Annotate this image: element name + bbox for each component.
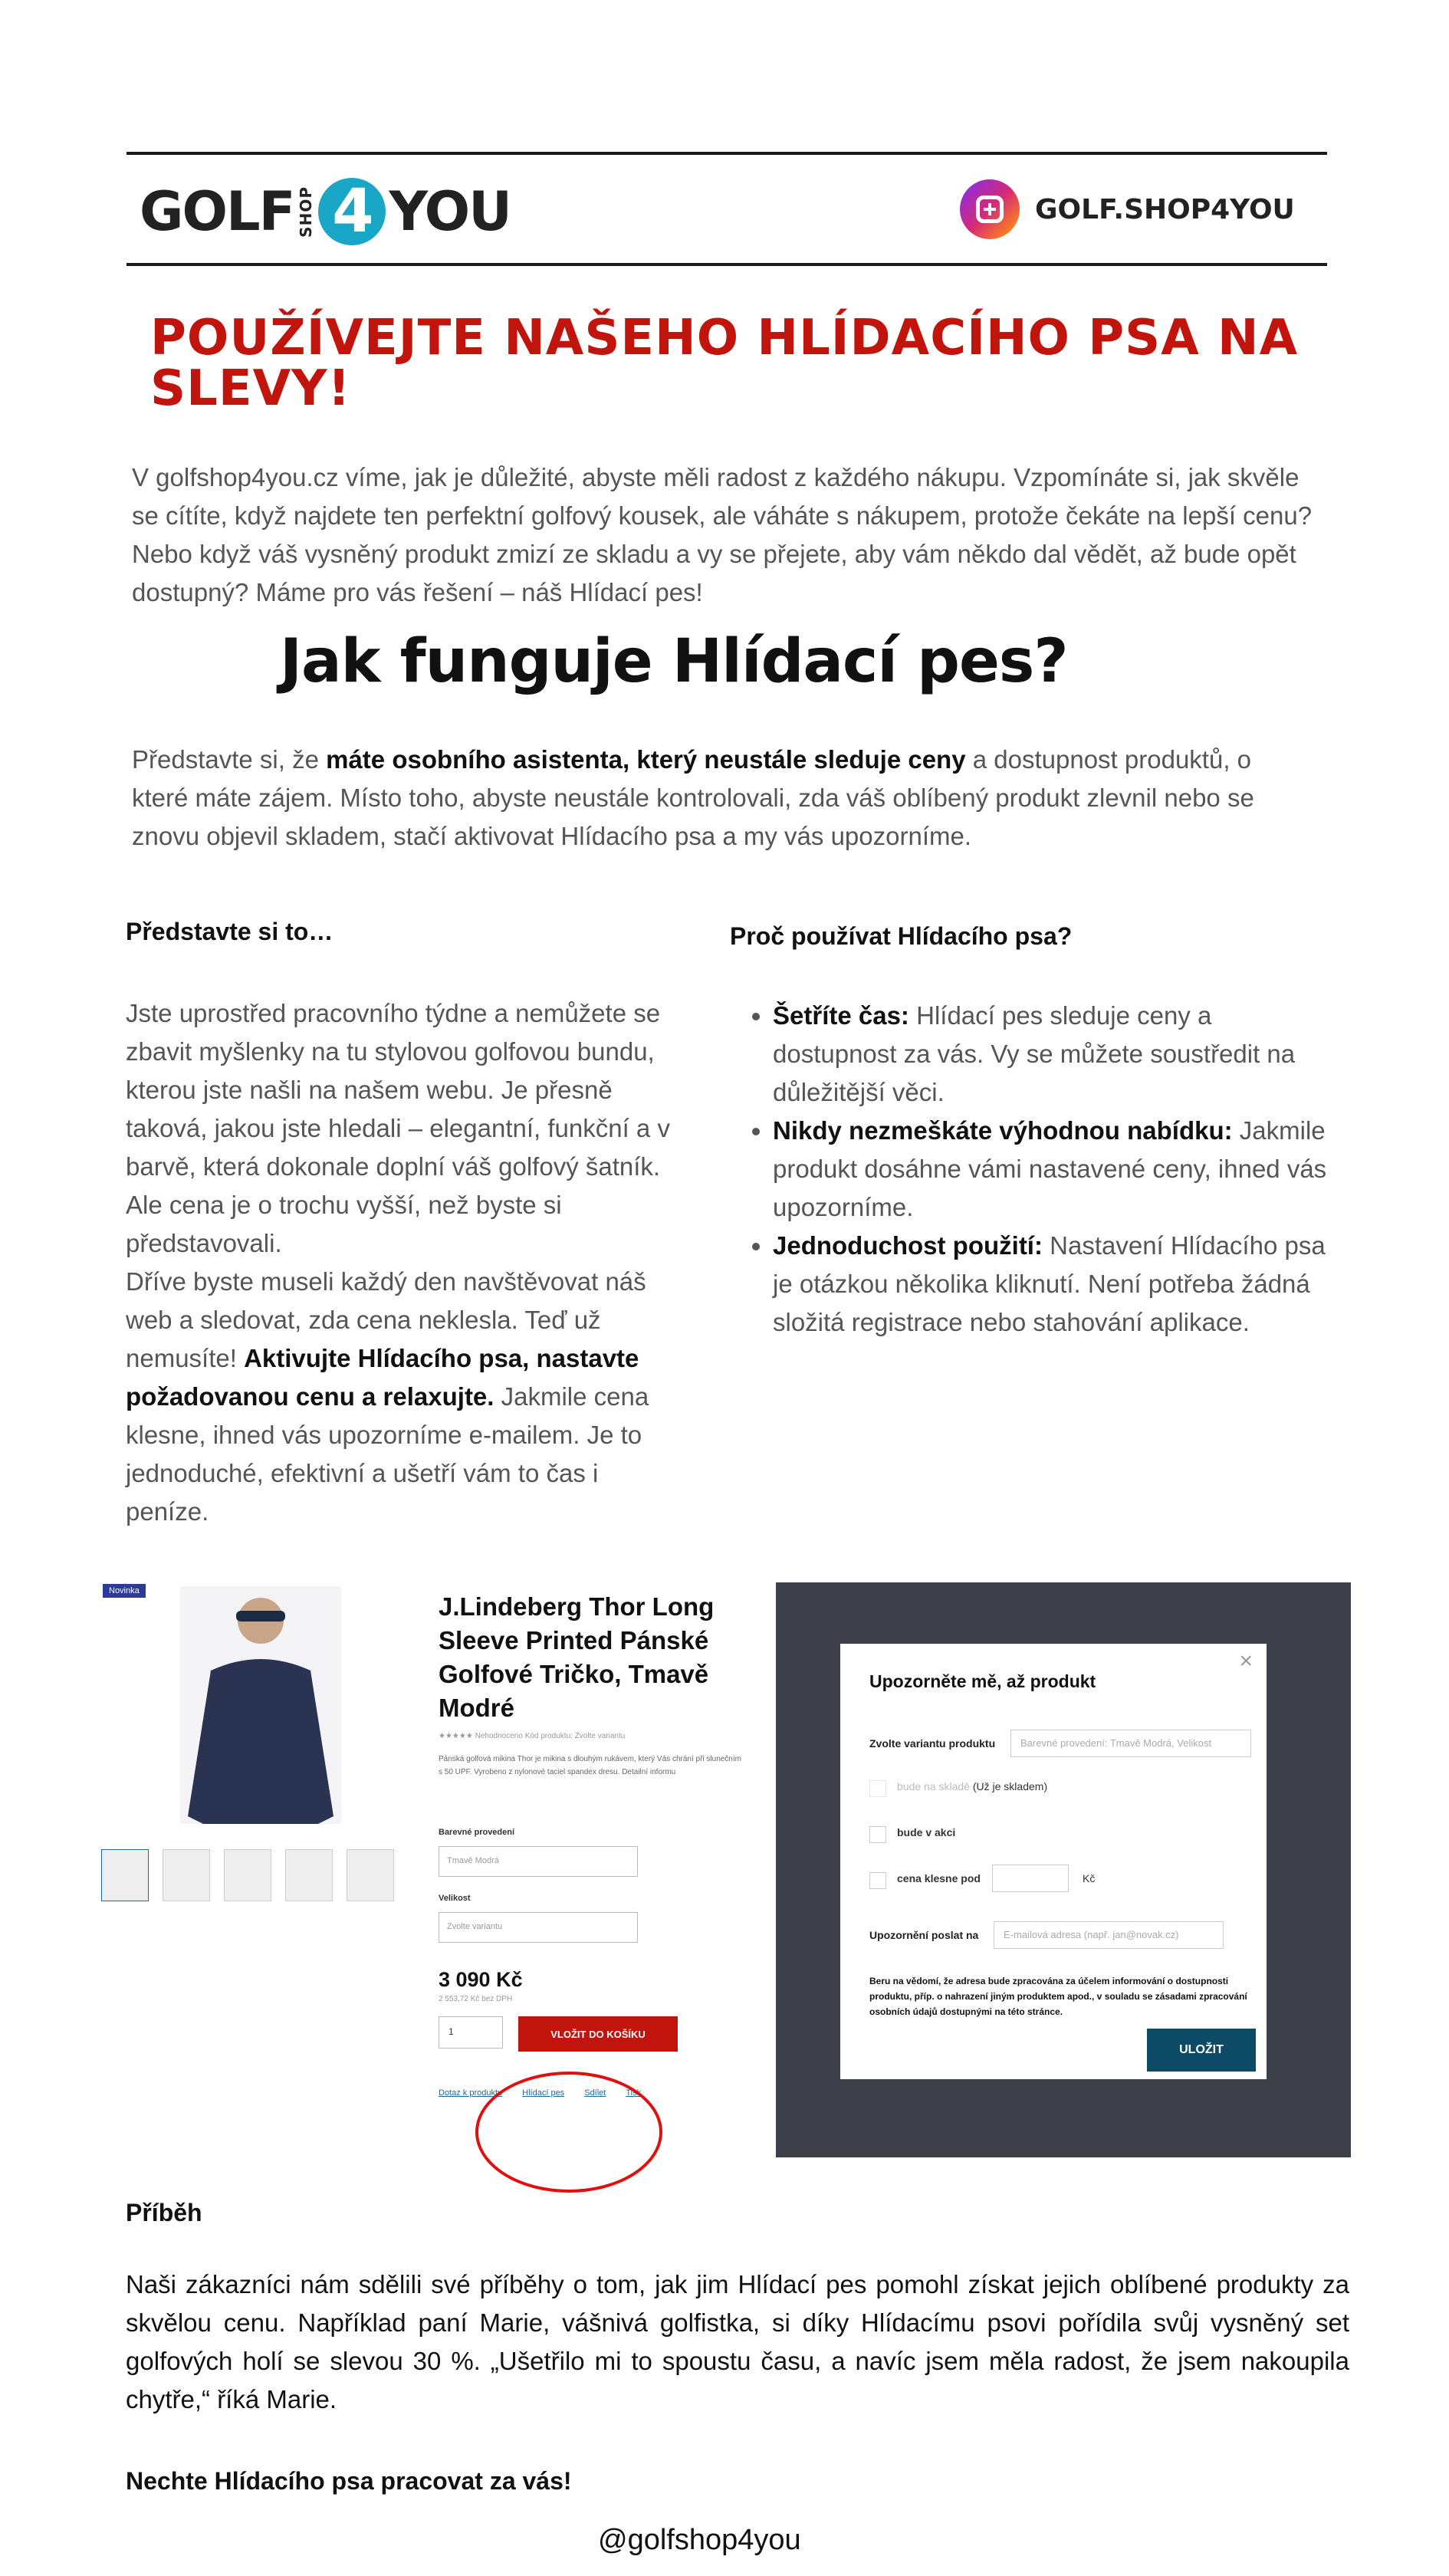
benefit-text: Hlídací pes sleduje ceny a dostupnost za vás. Vy se můžete soustředit na důležitější věci.	[773, 1001, 1296, 1106]
benefit-item	[773, 997, 1328, 1112]
size-label: Velikost	[439, 1894, 471, 1903]
watchdog-modal	[840, 1644, 1267, 2079]
in-stock-note: (Už je skladem)	[972, 1780, 1048, 1792]
product-question-link[interactable]: Dotaz k produktu	[439, 2088, 503, 2098]
save-button[interactable]: ULOŽIT	[1147, 2029, 1256, 2072]
price-drop-checkbox[interactable]	[869, 1872, 886, 1889]
left-p2-bold: Aktivujte Hlídacího psa, nastavte požadovanou cenu a relaxujte.	[126, 1344, 639, 1411]
instagram-link[interactable]	[960, 179, 1295, 239]
variant-label: Zvolte variantu produktu	[869, 1737, 996, 1750]
how-text-before: Představte si, že	[132, 745, 327, 774]
new-badge: Novinka	[103, 1584, 146, 1598]
thumbnail-strip	[101, 1849, 394, 1901]
price-drop-label: cena klesne pod	[897, 1872, 981, 1884]
product-price: 3 090 Kč	[439, 1968, 523, 1991]
benefit-text: Nastavení Hlídacího psa je otázkou několika kliknutí. Není potřeba žádná složitá registrace nebo stahování aplikace.	[773, 1231, 1326, 1336]
on-sale-checkbox[interactable]	[869, 1826, 886, 1843]
product-page-screenshot	[100, 1582, 751, 2134]
benefit-title: Nikdy nezmeškáte výhodnou nabídku:	[773, 1116, 1233, 1145]
thumbnail[interactable]	[347, 1849, 394, 1901]
highlight-circle	[475, 2072, 662, 2193]
thumbnail[interactable]	[163, 1849, 210, 1901]
how-text-after: a dostupnost produktů, o které máte zájem. Místo toho, abyste neustále kontrolovali, zda váš oblíbený produkt zlevnil nebo se znovu objevil skladem, stačí aktivovat Hlídacího psa a my vás upozorníme.	[132, 745, 1254, 850]
story-heading: Příběh	[126, 2199, 202, 2226]
left-column-text	[126, 994, 678, 1531]
page-headline: POUŽÍVEJTE NAŠEHO HLÍDACÍHO PSA NA SLEVY!	[150, 310, 1299, 417]
logo-you-text: YOU	[389, 180, 511, 243]
instagram-plus-icon	[960, 179, 1020, 239]
product-image[interactable]	[180, 1586, 341, 1824]
footer-handle[interactable]: @golfshop4you	[598, 2524, 801, 2556]
in-stock-label	[897, 1780, 1047, 1792]
story-paragraph: Naši zákazníci nám sdělili své příběhy o tom, jak jim Hlídací pes pomohl získat jejich oblíbené produkty za skvělou cenu. Například paní Marie, vášnivá golfistka, si díky Hlídacímu psovi pořídila svůj vysněný set golfových holí se slevou 30 %. „Ušetřilo mi to spoustu času, a navíc jsem měla radost, že jsem nakoupila chytře,“ říká Marie.	[126, 2270, 1349, 2413]
right-column-list	[738, 997, 1328, 1342]
color-select[interactable]: Tmavě Modrá	[439, 1846, 638, 1877]
share-link[interactable]: Sdílet	[584, 2088, 606, 2098]
currency-label: Kč	[1083, 1872, 1096, 1884]
size-select[interactable]: Zvolte variantu	[439, 1912, 638, 1943]
price-without-vat: 2 553,72 Kč bez DPH	[439, 1995, 513, 2003]
logo-golf-text: GOLF	[140, 180, 294, 243]
product-description: Pánská golfová mikina Thor je mikina s dlouhým rukávem, který Vás chrání při slunečním s 50 UPF. Vyrobeno z nylonové taciel spandex dresu. Detailní informu	[439, 1755, 741, 1776]
left-paragraph-2	[126, 1263, 678, 1531]
section-title: Jak funguje Hlídací pes?	[280, 627, 1068, 696]
quantity-input[interactable]: 1	[439, 2016, 503, 2049]
benefit-item	[773, 1227, 1328, 1342]
privacy-note: Beru na vědomí, že adresa bude zpracována za účelem informování o dostupnosti produktu, příp. o nahrazení jiným produktem apod., v souladu se zásadami zpracování osobních údajů dostupnými na této stránce.	[869, 1976, 1247, 2017]
on-sale-label: bude v akci	[897, 1826, 956, 1838]
product-meta: ★★★★★ Nehodnoceno Kód produktu: Zvolte variantu	[439, 1732, 626, 1740]
left-column-heading: Představte si to…	[126, 918, 334, 945]
email-label: Upozornění poslat na	[869, 1929, 979, 1941]
watchdog-modal-screenshot	[776, 1582, 1351, 2157]
left-p2-before: Dříve byste museli každý den navštěvovat náš web a sledovat, zda cena neklesla. Teď už nemusíte!	[126, 1267, 646, 1372]
left-paragraph-1: Jste uprostřed pracovního týdne a nemůžete se zbavit myšlenky na tu stylovou golfovou bundu, kterou jste našli na našem webu. Je přesně taková, jakou jste hledali – elegantní, funkční a v barvě, která dokonale doplní váš golfový šatník. Ale cena je o trochu vyšší, než byste si představovali.	[126, 999, 670, 1257]
add-to-cart-button[interactable]: VLOŽIT DO KOŠÍKU	[518, 2016, 678, 2052]
close-icon[interactable]: ×	[1239, 1648, 1253, 1674]
left-p2-after: Jakmile cena klesne, ihned vás upozorníme e-mailem. Je to jednoduché, efektivní a ušetří vám to čas i peníze.	[126, 1382, 649, 1526]
top-rule	[127, 152, 1327, 155]
print-link[interactable]: Tisk	[626, 2088, 642, 2098]
right-column-heading: Proč používat Hlídacího psa?	[730, 922, 1073, 950]
benefit-title: Šetříte čas:	[773, 1001, 909, 1030]
intro-paragraph: V golfshop4you.cz víme, jak je důležité, abyste měli radost z každého nákupu. Vzpomínáte si, jak skvěle se cítíte, když najdete ten perfektní golfový kousek, ale váháte s nákupem, protože čekáte na lepší cenu? Nebo když váš vysněný produkt zmizí ze skladu a vy se přejete, aby vám někdo dal vědět, až bude opět dostupný? Máme pro vás řešení – náš Hlídací pes!	[132, 463, 1313, 606]
product-title: J.Lindeberg Thor Long Sleeve Printed Pánské Golfové Tričko, Tmavě Modré	[439, 1592, 715, 1722]
price-threshold-input[interactable]	[992, 1865, 1069, 1892]
how-paragraph	[132, 741, 1313, 856]
in-stock-text: bude na skladě	[897, 1780, 970, 1792]
header-bottom-rule	[127, 263, 1327, 266]
call-to-action: Nechte Hlídacího psa pracovat za vás!	[126, 2467, 572, 2495]
logo-shop-text: SHOP	[297, 186, 316, 238]
thumbnail[interactable]	[285, 1849, 333, 1901]
logo-four-circle: 4	[318, 178, 386, 245]
watchdog-link[interactable]: Hlídací pes	[522, 2088, 565, 2098]
benefit-text: Jakmile produkt dosáhne vámi nastavené ceny, ihned vás upozorníme.	[773, 1116, 1327, 1221]
golfshop4you-logo[interactable]	[140, 178, 511, 245]
thumbnail[interactable]	[101, 1849, 149, 1901]
email-input[interactable]: E-mailová adresa (např. jan@novak.cz)	[994, 1921, 1224, 1949]
benefit-item	[773, 1112, 1328, 1227]
modal-title: Upozorněte mě, až produkt	[869, 1671, 1096, 1691]
benefit-title: Jednoduchost použití:	[773, 1231, 1043, 1260]
in-stock-checkbox[interactable]	[869, 1780, 886, 1797]
color-label: Barevné provedení	[439, 1828, 515, 1837]
variant-select[interactable]: Barevné provedení: Tmavě Modrá, Velikost	[1010, 1730, 1251, 1757]
how-text-bold: máte osobního asistenta, který neustále sleduje ceny	[326, 745, 966, 774]
thumbnail[interactable]	[224, 1849, 271, 1901]
instagram-handle: GOLF.SHOP4YOU	[1035, 193, 1295, 225]
